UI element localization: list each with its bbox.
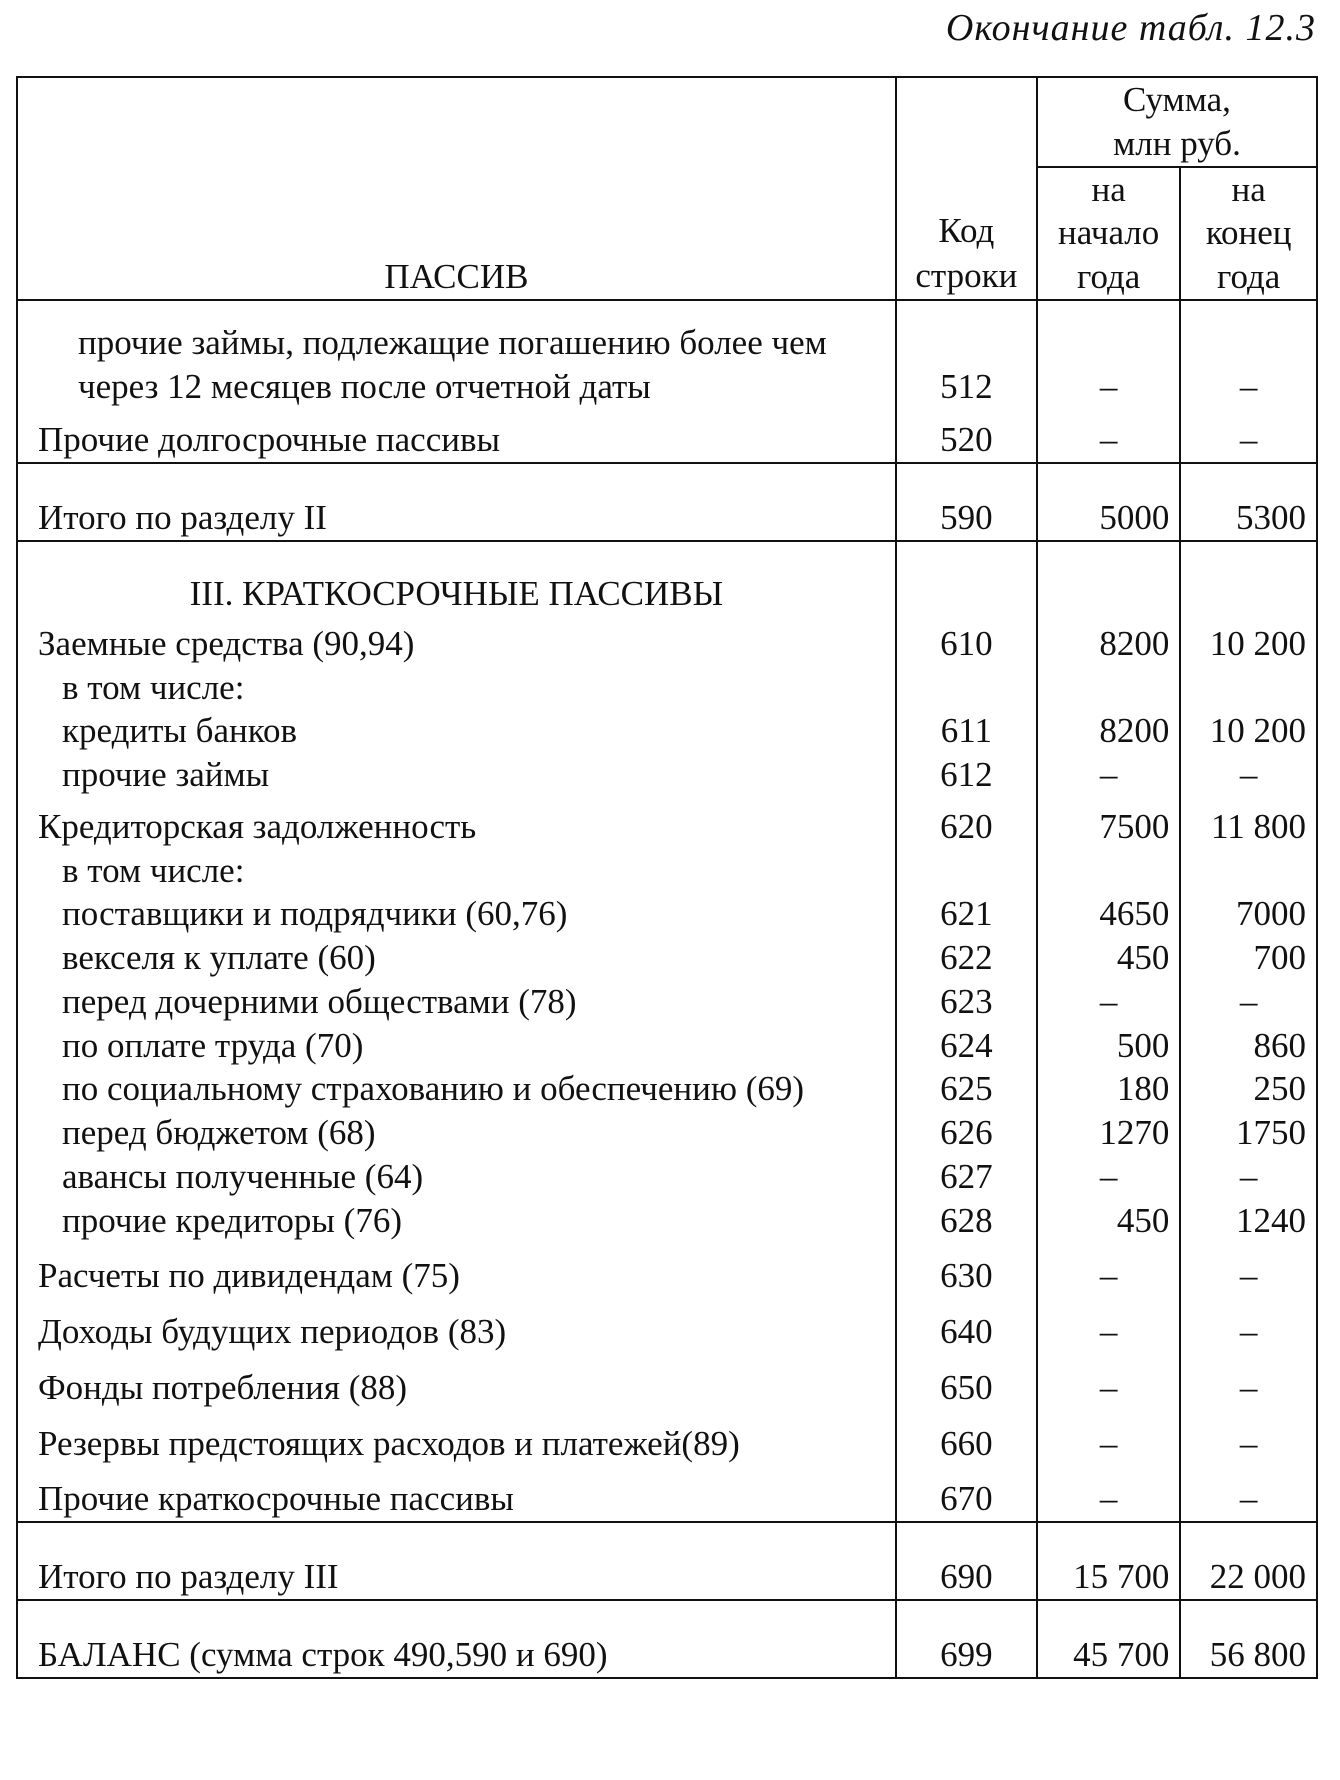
row-code: 699 [896,1600,1037,1678]
row-end: – [1180,1298,1317,1354]
row-code: 612 [896,753,1037,797]
row-start: 450 [1037,1199,1180,1243]
balance-table [16,76,1318,1679]
row-label: кредиты банков [17,709,896,753]
row-code: 623 [896,980,1037,1024]
row-label: по социальному страхованию и обеспечению (69) [17,1067,896,1111]
row-code: 628 [896,1199,1037,1243]
table-row [17,797,1317,849]
row-start: 15 700 [1037,1522,1180,1600]
table-row [17,1111,1317,1155]
header-passive: ПАССИВ [17,77,896,300]
row-start: – [1037,980,1180,1024]
table-row [17,300,1317,409]
row-start: 8200 [1037,709,1180,753]
row-label: БАЛАНС (сумма строк 490,590 и 690) [17,1600,896,1678]
table-row [17,1298,1317,1354]
row-code: 627 [896,1155,1037,1199]
header-code: Код строки [896,77,1037,300]
row-end: 10 200 [1180,616,1317,666]
row-end: 1240 [1180,1199,1317,1243]
row-end: – [1180,1465,1317,1522]
row-end: – [1180,1155,1317,1199]
row-label: Итого по разделу II [17,463,896,541]
row-code: 626 [896,1111,1037,1155]
row-label: перед дочерними обществами (78) [17,980,896,1024]
row-end: 250 [1180,1067,1317,1111]
row-start: 45 700 [1037,1600,1180,1678]
row-code: 622 [896,936,1037,980]
row-code: 620 [896,797,1037,849]
row-label: Прочие краткосрочные пассивы [17,1465,896,1522]
row-code: 590 [896,463,1037,541]
row-label: Расчеты по дивидендам (75) [17,1242,896,1298]
row-start: 5000 [1037,463,1180,541]
row-start: 8200 [1037,616,1180,666]
row-end: 7000 [1180,892,1317,936]
row-start: 500 [1037,1024,1180,1068]
table-row [17,892,1317,936]
table-row [17,616,1317,666]
row-label: по оплате труда (70) [17,1024,896,1068]
row-start: – [1037,753,1180,797]
row-label: Прочие долгосрочные пассивы [17,408,896,463]
row-label: в том числе: [17,849,896,893]
row-end: – [1180,1354,1317,1410]
table-row [17,1067,1317,1111]
row-start: – [1037,300,1180,409]
row-code: 520 [896,408,1037,463]
row-label: Фонды потребления (88) [17,1354,896,1410]
table-row [17,1354,1317,1410]
table-row [17,980,1317,1024]
row-end: – [1180,980,1317,1024]
row-start: – [1037,1298,1180,1354]
row-end: – [1180,408,1317,463]
row-label: прочие займы, подлежащие погашению более чем через 12 месяцев после отчетной даты [17,300,896,409]
row-code: 625 [896,1067,1037,1111]
row-end: 700 [1180,936,1317,980]
row-end: 56 800 [1180,1600,1317,1678]
row-label: прочие займы [17,753,896,797]
row-label: Кредиторская задолженность [17,797,896,849]
row-code: 611 [896,709,1037,753]
row-end: 11 800 [1180,797,1317,849]
row-end: – [1180,753,1317,797]
row-label: прочие кредиторы (76) [17,1199,896,1243]
table-row-total [17,1522,1317,1600]
row-code: 650 [896,1354,1037,1410]
row-start: 4650 [1037,892,1180,936]
row-start: – [1037,1155,1180,1199]
row-start: – [1037,1242,1180,1298]
table-row [17,709,1317,753]
row-start: 7500 [1037,797,1180,849]
row-end: 22 000 [1180,1522,1317,1600]
row-code: 630 [896,1242,1037,1298]
table-caption: Окончание табл. 12.3 [945,7,1316,49]
table-row [17,1410,1317,1466]
row-end: – [1180,300,1317,409]
table-row [17,1242,1317,1298]
row-label: Доходы будущих периодов (83) [17,1298,896,1354]
row-code: 690 [896,1522,1037,1600]
table-row-balance [17,1600,1317,1678]
row-start: 450 [1037,936,1180,980]
section-title: III. КРАТКОСРОЧНЫЕ ПАССИВЫ [17,541,896,616]
row-label: Заемные средства (90,94) [17,616,896,666]
header-start: на начало года [1037,167,1180,300]
row-start: – [1037,1410,1180,1466]
table-row [17,1024,1317,1068]
row-start: – [1037,408,1180,463]
table-row [17,1199,1317,1243]
row-start: – [1037,1354,1180,1410]
row-code: 660 [896,1410,1037,1466]
row-start: – [1037,1465,1180,1522]
row-code: 512 [896,300,1037,409]
row-end: 860 [1180,1024,1317,1068]
row-label: перед бюджетом (68) [17,1111,896,1155]
row-end: – [1180,1410,1317,1466]
table-row [17,1155,1317,1199]
row-start: 1270 [1037,1111,1180,1155]
row-code: 640 [896,1298,1037,1354]
row-label: авансы полученные (64) [17,1155,896,1199]
row-start: 180 [1037,1067,1180,1111]
table-row [17,849,1317,893]
table-row [17,408,1317,463]
row-code: 621 [896,892,1037,936]
table-row [17,753,1317,797]
row-label: векселя к уплате (60) [17,936,896,980]
row-end: 10 200 [1180,709,1317,753]
table-row [17,666,1317,710]
table-row [17,1465,1317,1522]
table-row [17,936,1317,980]
row-end: 1750 [1180,1111,1317,1155]
row-code: 670 [896,1465,1037,1522]
row-code: 624 [896,1024,1037,1068]
row-code: 610 [896,616,1037,666]
row-label: Резервы предстоящих расходов и платежей(89) [17,1410,896,1466]
row-end: – [1180,1242,1317,1298]
row-label: Итого по разделу III [17,1522,896,1600]
row-end: 5300 [1180,463,1317,541]
section-heading-row [17,541,1317,616]
table-row-total [17,463,1317,541]
row-label: поставщики и подрядчики (60,76) [17,892,896,936]
header-sum: Сумма, млн руб. [1037,77,1317,167]
header-end: на конец года [1180,167,1317,300]
row-label: в том числе: [17,666,896,710]
